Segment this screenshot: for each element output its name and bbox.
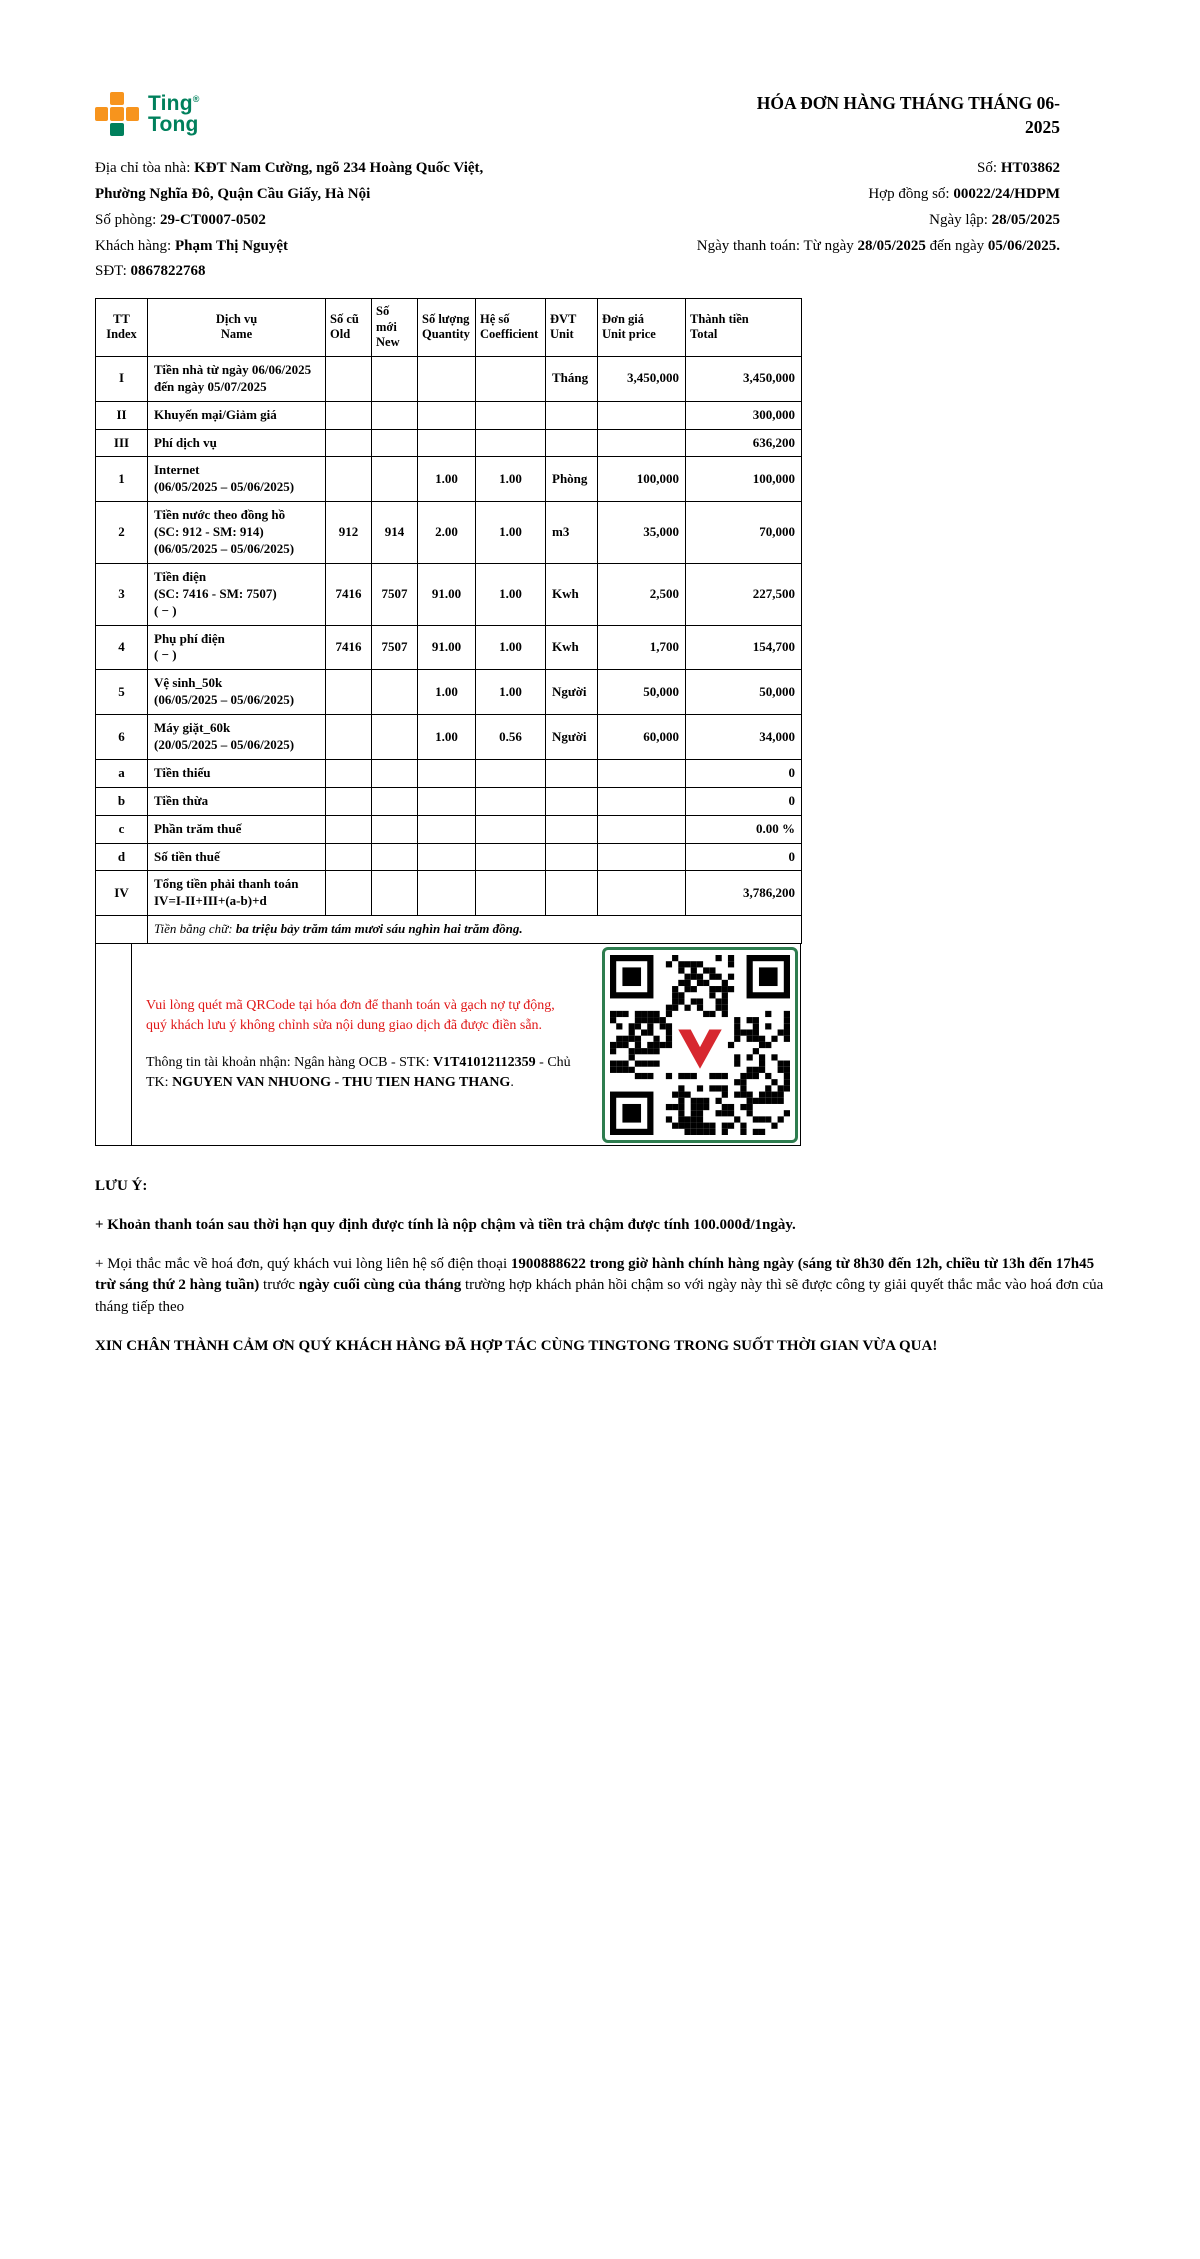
cell-index: I [96, 356, 148, 401]
cell-unit [546, 815, 598, 843]
cell-quantity: 2.00 [418, 502, 476, 564]
cell-quantity [418, 429, 476, 457]
room-number: Số phòng: 29-CT0007-0502 [95, 211, 266, 228]
cell-unit-price: 35,000 [598, 502, 686, 564]
cell-unit-price [598, 871, 686, 916]
cell-service-name: Tiền nước theo đồng hồ (SC: 912 - SM: 914) (06/05/2025 – 05/06/2025) [148, 502, 326, 564]
cell-index-empty [96, 916, 148, 944]
cell-quantity [418, 787, 476, 815]
issue-date: Ngày lập: 28/05/2025 [929, 211, 1060, 228]
cell-unit-price: 2,500 [598, 563, 686, 625]
cell-unit: Tháng [546, 356, 598, 401]
building-address-line2: Phường Nghĩa Đô, Quận Cầu Giấy, Hà Nội [95, 186, 371, 202]
cell-new-reading: 914 [372, 502, 418, 564]
brand-logo [95, 92, 200, 136]
cell-unit-price [598, 843, 686, 871]
tingtong-plus-icon [95, 92, 139, 136]
cell-index: II [96, 401, 148, 429]
cell-service-name: Tổng tiền phải thanh toán IV=I-II+III+(a-b)+d [148, 871, 326, 916]
col-header-new: Số mới New [372, 299, 418, 357]
cell-service-name: Internet (06/05/2025 – 05/06/2025) [148, 457, 326, 502]
registered-mark: ® [192, 93, 200, 104]
cell-new-reading [372, 871, 418, 916]
cell-index: c [96, 815, 148, 843]
cell-new-reading [372, 787, 418, 815]
table-row [96, 502, 802, 564]
cell-total: 0 [686, 843, 802, 871]
col-header-unit-price: Đơn giá Unit price [598, 299, 686, 357]
table-row [96, 625, 802, 670]
cell-index: IV [96, 871, 148, 916]
cell-grand-total: 3,786,200 [686, 871, 802, 916]
cell-new-reading [372, 759, 418, 787]
cell-old-reading [326, 356, 372, 401]
late-payment-note: + Khoản thanh toán sau thời hạn quy định được tính là nộp chậm và tiền trả chậm được tính 100.000đ/1ngày. [95, 1216, 796, 1233]
table-row [96, 843, 802, 871]
col-header-name: Dịch vụ Name [148, 299, 326, 357]
cell-unit-price: 100,000 [598, 457, 686, 502]
cell-unit [546, 759, 598, 787]
cell-service-name: Khuyến mại/Giảm giá [148, 401, 326, 429]
invoice-number: Số: HT03862 [977, 160, 1060, 177]
cell-total: 70,000 [686, 502, 802, 564]
contact-note: + Mọi thắc mắc về hoá đơn, quý khách vui lòng liên hệ số điện thoại 1900888622 trong giờ hành chính hàng ngày (sáng từ 8h30 đến 12h, chiều từ 13h đến 17h45 trừ sáng thứ 2 hàng tuần) trước ngày cuối cùng của tháng trường hợp khách phản hồi chậm so với ngày này thì sẽ được công ty giải quyết thắc mắc vào hoá đơn của tháng tiếp theo [95, 1255, 1104, 1316]
payment-section [95, 944, 801, 1146]
cell-quantity [418, 356, 476, 401]
cell-index: 2 [96, 502, 148, 564]
cell-total: 0.00 % [686, 815, 802, 843]
cell-coefficient [476, 871, 546, 916]
table-row [96, 759, 802, 787]
cell-quantity [418, 401, 476, 429]
cell-coefficient [476, 759, 546, 787]
cell-quantity [418, 843, 476, 871]
cell-old-reading: 7416 [326, 625, 372, 670]
cell-unit: Người [546, 715, 598, 760]
cell-coefficient [476, 787, 546, 815]
cell-index: 3 [96, 563, 148, 625]
cell-new-reading: 7507 [372, 563, 418, 625]
account-info: Thông tin tài khoản nhận: Ngân hàng OCB - STK: V1T41012112359 - Chủ TK: NGUYEN VAN NHUONG - THU TIEN HANG THANG. [146, 1054, 571, 1090]
cell-unit-price [598, 787, 686, 815]
cell-coefficient [476, 356, 546, 401]
col-header-unit: ĐVT Unit [546, 299, 598, 357]
cell-unit-price: 1,700 [598, 625, 686, 670]
cell-index: b [96, 787, 148, 815]
cell-old-reading: 7416 [326, 563, 372, 625]
building-address: Địa chỉ tòa nhà: KĐT Nam Cường, ngõ 234 Hoàng Quốc Việt, [95, 160, 484, 177]
cell-unit-price [598, 401, 686, 429]
cell-service-name: Tiền điện (SC: 7416 - SM: 7507) ( − ) [148, 563, 326, 625]
cell-new-reading [372, 715, 418, 760]
table-row [96, 356, 802, 401]
cell-total: 3,450,000 [686, 356, 802, 401]
cell-coefficient [476, 815, 546, 843]
amount-in-words-row [96, 916, 802, 944]
cell-old-reading [326, 715, 372, 760]
col-header-index: TT Index [96, 299, 148, 357]
cell-coefficient: 1.00 [476, 457, 546, 502]
cell-coefficient: 1.00 [476, 625, 546, 670]
services-table [95, 298, 802, 944]
cell-service-name: Tiền thừa [148, 787, 326, 815]
cell-total: 50,000 [686, 670, 802, 715]
cell-service-name: Phí dịch vụ [148, 429, 326, 457]
qr-instruction-text: Vui lòng quét mã QRCode tại hóa đơn để thanh toán và gạch nợ tự động, quý khách lưu ý không chỉnh sửa nội dung giao dịch đã được điền sẵn. [146, 998, 555, 1034]
table-row [96, 670, 802, 715]
cell-quantity [418, 815, 476, 843]
col-header-coefficient: Hệ số Coefficient [476, 299, 546, 357]
invoice-title: HÓA ĐƠN HÀNG THÁNG THÁNG 06- 2025 [756, 93, 1060, 137]
cell-unit-price [598, 429, 686, 457]
cell-unit: Kwh [546, 563, 598, 625]
cell-unit: m3 [546, 502, 598, 564]
cell-new-reading [372, 843, 418, 871]
header [95, 92, 1060, 139]
cell-index: 6 [96, 715, 148, 760]
cell-quantity: 1.00 [418, 715, 476, 760]
cell-new-reading [372, 670, 418, 715]
customer-phone: SĐT: 0867822768 [95, 263, 206, 280]
cell-old-reading [326, 401, 372, 429]
qr-code [600, 944, 800, 1145]
cell-unit-price: 3,450,000 [598, 356, 686, 401]
cell-total: 100,000 [686, 457, 802, 502]
cell-old-reading [326, 843, 372, 871]
cell-unit [546, 787, 598, 815]
table-row [96, 715, 802, 760]
payment-section-spacer [96, 944, 132, 1145]
table-row [96, 815, 802, 843]
cell-coefficient [476, 401, 546, 429]
table-header-row [96, 299, 802, 357]
cell-new-reading [372, 356, 418, 401]
cell-new-reading [372, 457, 418, 502]
cell-coefficient [476, 429, 546, 457]
table-row [96, 401, 802, 429]
cell-old-reading [326, 871, 372, 916]
cell-old-reading [326, 670, 372, 715]
cell-total: 34,000 [686, 715, 802, 760]
cell-unit-price [598, 759, 686, 787]
brand-text: Ting® Tong [148, 91, 200, 136]
cell-index: III [96, 429, 148, 457]
cell-total: 636,200 [686, 429, 802, 457]
cell-unit: Phòng [546, 457, 598, 502]
notes-section [95, 1176, 1105, 1358]
cell-new-reading [372, 815, 418, 843]
cell-index: a [96, 759, 148, 787]
cell-unit: Người [546, 670, 598, 715]
qr-code-image [610, 955, 790, 1135]
cell-quantity [418, 871, 476, 916]
qr-frame [602, 947, 798, 1143]
cell-coefficient: 1.00 [476, 563, 546, 625]
thank-you-note: XIN CHÂN THÀNH CẢM ƠN QUÝ KHÁCH HÀNG ĐÃ HỢP TÁC CÙNG TINGTONG TRONG SUỐT THỜI GIAN VỪA QUA! [95, 1337, 938, 1354]
cell-unit [546, 843, 598, 871]
cell-quantity: 1.00 [418, 457, 476, 502]
cell-unit [546, 401, 598, 429]
cell-quantity: 1.00 [418, 670, 476, 715]
cell-old-reading [326, 787, 372, 815]
cell-total: 154,700 [686, 625, 802, 670]
col-header-quantity: Số lượng Quantity [418, 299, 476, 357]
cell-old-reading [326, 457, 372, 502]
cell-quantity: 91.00 [418, 625, 476, 670]
cell-index: 5 [96, 670, 148, 715]
contract-number: Hợp đồng số: 00022/24/HDPM [868, 186, 1060, 202]
cell-service-name: Phần trăm thuế [148, 815, 326, 843]
cell-service-name: Tiền thiếu [148, 759, 326, 787]
cell-unit-price: 60,000 [598, 715, 686, 760]
cell-coefficient [476, 843, 546, 871]
info-left [95, 159, 483, 288]
table-row [96, 787, 802, 815]
cell-unit-price [598, 815, 686, 843]
cell-service-name: Tiền nhà từ ngày 06/06/2025 đến ngày 05/07/2025 [148, 356, 326, 401]
info-section [95, 159, 1060, 288]
cell-new-reading: 7507 [372, 625, 418, 670]
cell-total: 300,000 [686, 401, 802, 429]
table-row [96, 563, 802, 625]
cell-old-reading [326, 759, 372, 787]
cell-old-reading [326, 815, 372, 843]
cell-unit [546, 429, 598, 457]
cell-coefficient: 1.00 [476, 502, 546, 564]
cell-unit: Kwh [546, 625, 598, 670]
cell-unit-price: 50,000 [598, 670, 686, 715]
cell-index: d [96, 843, 148, 871]
cell-service-name: Vệ sinh_50k (06/05/2025 – 05/06/2025) [148, 670, 326, 715]
cell-quantity: 91.00 [418, 563, 476, 625]
notes-heading: LƯU Ý: [95, 1178, 148, 1195]
cell-unit [546, 871, 598, 916]
cell-service-name: Phụ phí điện ( − ) [148, 625, 326, 670]
info-right [697, 159, 1060, 288]
cell-index: 1 [96, 457, 148, 502]
payment-period: Ngày thanh toán: Từ ngày 28/05/2025 đến ngày 05/06/2025. [696, 237, 1060, 254]
cell-index: 4 [96, 625, 148, 670]
cell-service-name: Số tiền thuế [148, 843, 326, 871]
table-row [96, 429, 802, 457]
cell-new-reading [372, 429, 418, 457]
cell-total: 0 [686, 759, 802, 787]
table-row [96, 457, 802, 502]
cell-total: 0 [686, 787, 802, 815]
cell-new-reading [372, 401, 418, 429]
customer-name: Khách hàng: Phạm Thị Nguyệt [95, 237, 289, 254]
payment-instructions [132, 944, 600, 1145]
cell-total: 227,500 [686, 563, 802, 625]
col-header-old: Số cũ Old [326, 299, 372, 357]
cell-quantity [418, 759, 476, 787]
amount-in-words: Tiền bằng chữ: ba triệu bảy trăm tám mươi sáu nghìn hai trăm đồng. [148, 916, 802, 944]
table-row-grand-total [96, 871, 802, 916]
cell-service-name: Máy giặt_60k (20/05/2025 – 05/06/2025) [148, 715, 326, 760]
cell-coefficient: 0.56 [476, 715, 546, 760]
cell-old-reading: 912 [326, 502, 372, 564]
cell-coefficient: 1.00 [476, 670, 546, 715]
cell-old-reading [326, 429, 372, 457]
col-header-total: Thành tiền Total [686, 299, 802, 357]
